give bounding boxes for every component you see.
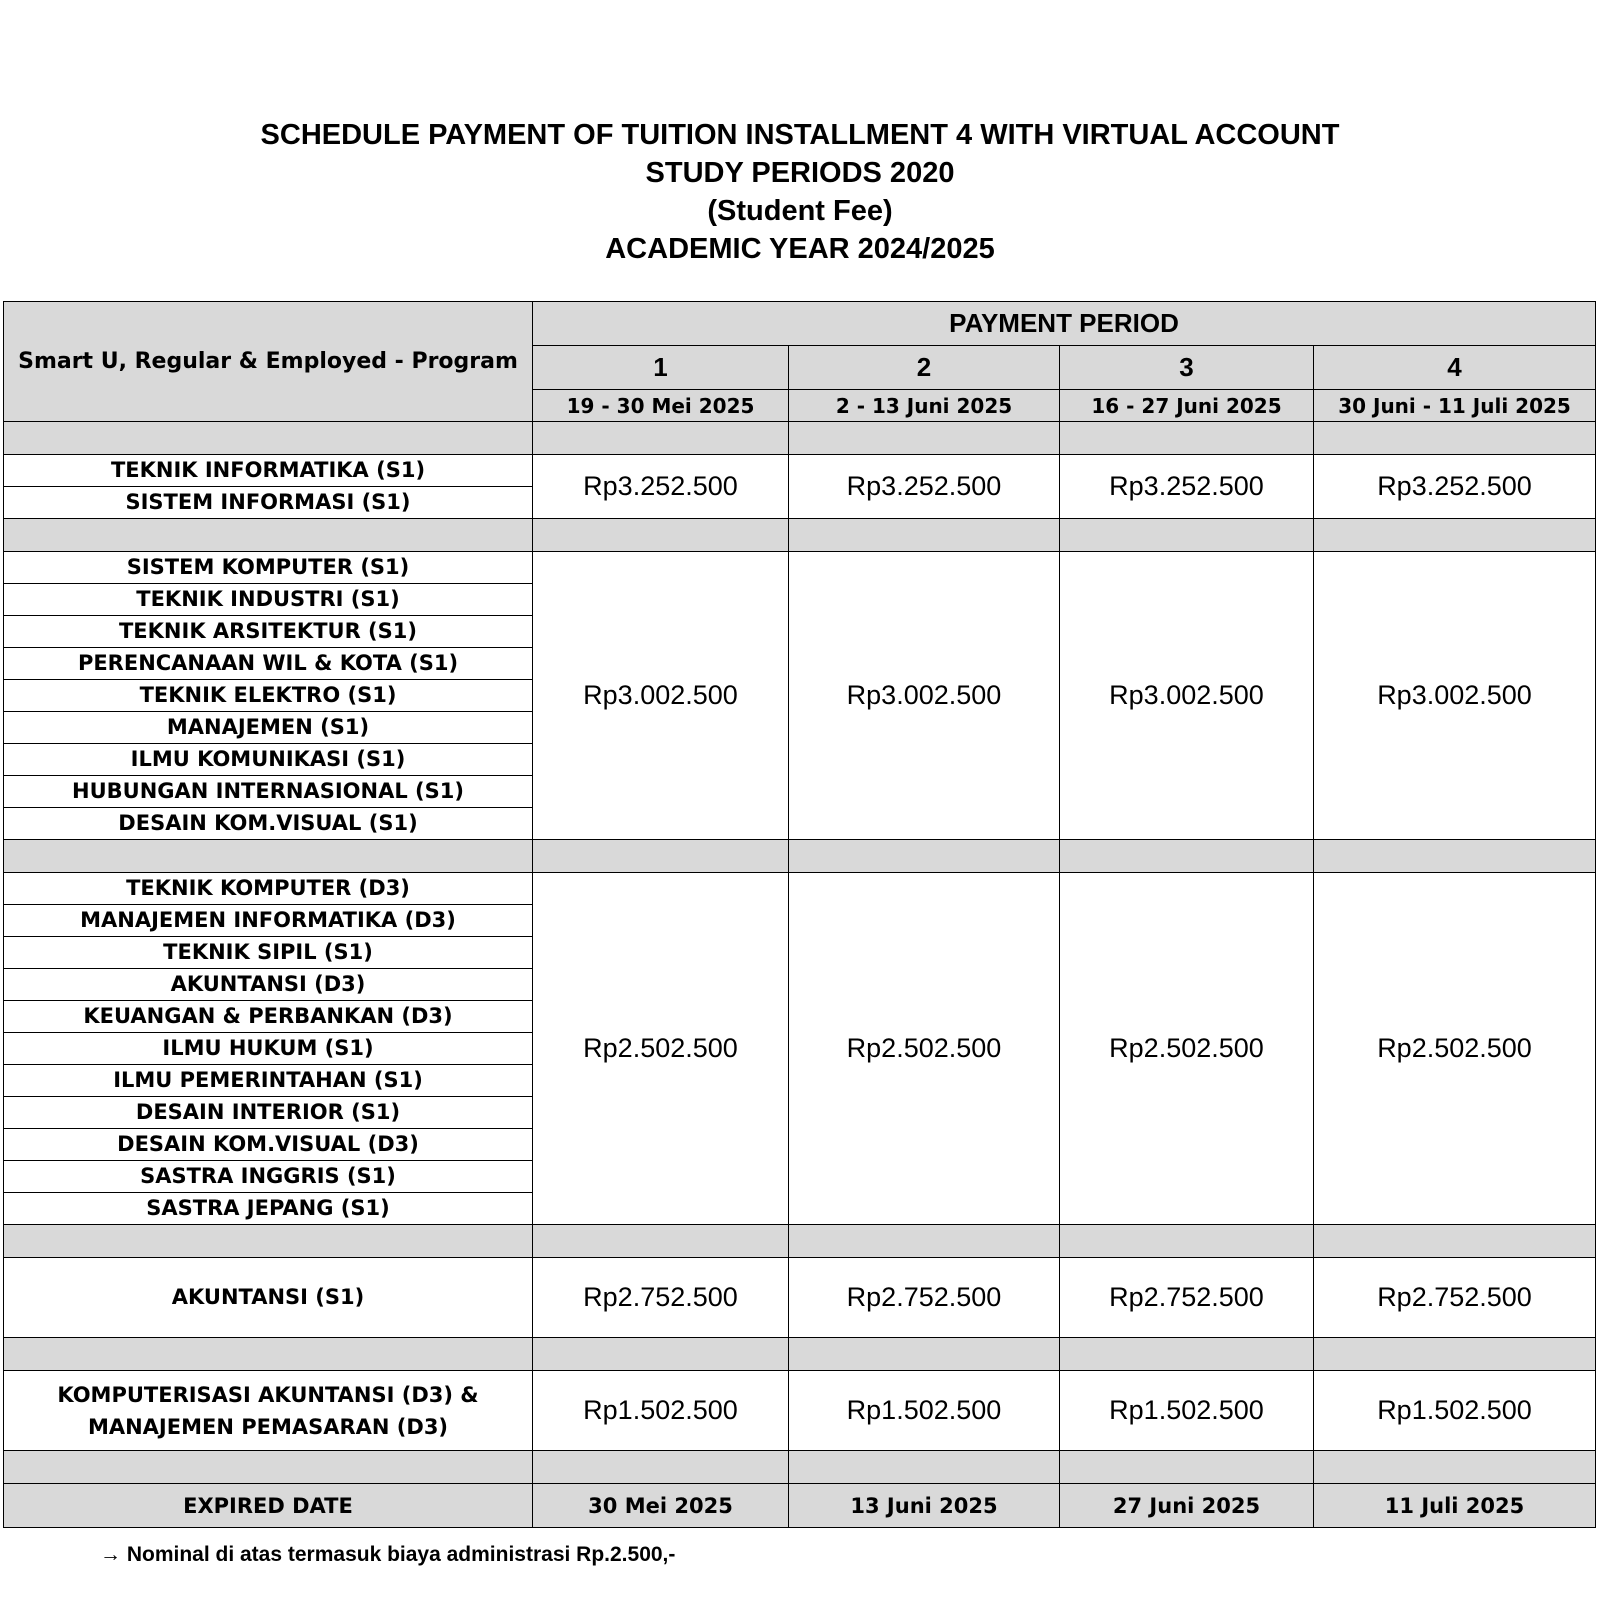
separator-row xyxy=(4,1451,1596,1484)
program-name: SISTEM KOMPUTER (S1) xyxy=(4,552,533,584)
separator-row xyxy=(4,840,1596,873)
program-name: ILMU KOMUNIKASI (S1) xyxy=(4,744,533,776)
program-name: DESAIN INTERIOR (S1) xyxy=(4,1097,533,1129)
expired-date: 13 Juni 2025 xyxy=(789,1484,1060,1528)
fee-amount: Rp3.252.500 xyxy=(533,455,789,519)
program-name: TEKNIK KOMPUTER (D3) xyxy=(4,873,533,905)
program-name-line: MANAJEMEN PEMASARAN (D3) xyxy=(87,1414,449,1439)
program-name: HUBUNGAN INTERNASIONAL (S1) xyxy=(4,776,533,808)
separator-row xyxy=(4,519,1596,552)
title-line-3: (Student Fee) xyxy=(707,195,893,227)
fee-amount: Rp3.002.500 xyxy=(1314,552,1596,840)
program-name: MANAJEMEN INFORMATIKA (D3) xyxy=(4,905,533,937)
table-row xyxy=(4,552,1596,584)
title-line-2: STUDY PERIODS 2020 xyxy=(645,157,955,189)
fee-amount: Rp3.002.500 xyxy=(533,552,789,840)
title-line-4: ACADEMIC YEAR 2024/2025 xyxy=(605,233,995,265)
program-name: ILMU PEMERINTAHAN (S1) xyxy=(4,1065,533,1097)
expired-date-row xyxy=(4,1484,1596,1528)
program-name: DESAIN KOM.VISUAL (S1) xyxy=(4,808,533,840)
fee-amount: Rp3.002.500 xyxy=(789,552,1060,840)
title-line-1: SCHEDULE PAYMENT OF TUITION INSTALLMENT 4 WITH VIRTUAL ACCOUNT xyxy=(260,119,1340,151)
program-name: KEUANGAN & PERBANKAN (D3) xyxy=(4,1001,533,1033)
fee-amount: Rp2.752.500 xyxy=(1314,1258,1596,1338)
fee-amount: Rp1.502.500 xyxy=(789,1371,1060,1451)
fee-amount: Rp2.502.500 xyxy=(1314,873,1596,1225)
fee-amount: Rp2.502.500 xyxy=(1060,873,1314,1225)
program-name: DESAIN KOM.VISUAL (D3) xyxy=(4,1129,533,1161)
fee-amount: Rp2.752.500 xyxy=(789,1258,1060,1338)
table-row xyxy=(4,873,1596,905)
program-name: TEKNIK SIPIL (S1) xyxy=(4,937,533,969)
separator-row xyxy=(4,422,1596,455)
fee-amount: Rp1.502.500 xyxy=(1314,1371,1596,1451)
fee-amount: Rp3.252.500 xyxy=(789,455,1060,519)
fee-amount: Rp2.502.500 xyxy=(789,873,1060,1225)
program-name: TEKNIK ELEKTRO (S1) xyxy=(4,680,533,712)
payment-period-header: PAYMENT PERIOD xyxy=(533,302,1596,346)
separator-row xyxy=(4,1225,1596,1258)
program-name: SASTRA JEPANG (S1) xyxy=(4,1193,533,1225)
expired-date: 11 Juli 2025 xyxy=(1314,1484,1596,1528)
program-name-line: KOMPUTERISASI AKUNTANSI (D3) & xyxy=(57,1382,479,1407)
program-name: SASTRA INGGRIS (S1) xyxy=(4,1161,533,1193)
expired-date-label: EXPIRED DATE xyxy=(4,1484,533,1528)
period-number: 1 xyxy=(533,346,789,390)
program-name: SISTEM INFORMASI (S1) xyxy=(4,487,533,519)
program-name: TEKNIK INFORMATIKA (S1) xyxy=(4,455,533,487)
admin-fee-note: → Nominal di atas termasuk biaya administrasi Rp.2.500,- xyxy=(100,1543,676,1566)
period-dates: 30 Juni - 11 Juli 2025 xyxy=(1314,390,1596,422)
period-number: 4 xyxy=(1314,346,1596,390)
fee-amount: Rp1.502.500 xyxy=(1060,1371,1314,1451)
fee-amount: Rp3.002.500 xyxy=(1060,552,1314,840)
fee-amount: Rp3.252.500 xyxy=(1314,455,1596,519)
table-row xyxy=(4,455,1596,487)
program-column-header: Smart U, Regular & Employed - Program xyxy=(4,302,533,422)
fee-amount: Rp2.502.500 xyxy=(533,873,789,1225)
program-name: ILMU HUKUM (S1) xyxy=(4,1033,533,1065)
program-name: AKUNTANSI (S1) xyxy=(4,1258,533,1338)
fee-amount: Rp1.502.500 xyxy=(533,1371,789,1451)
fee-amount: Rp2.752.500 xyxy=(1060,1258,1314,1338)
program-name: TEKNIK INDUSTRI (S1) xyxy=(4,584,533,616)
period-number: 3 xyxy=(1060,346,1314,390)
program-name xyxy=(4,1371,533,1451)
payment-schedule-table xyxy=(3,301,1596,1528)
fee-amount: Rp2.752.500 xyxy=(533,1258,789,1338)
fee-amount: Rp3.252.500 xyxy=(1060,455,1314,519)
program-name: MANAJEMEN (S1) xyxy=(4,712,533,744)
document-title xyxy=(0,116,1600,268)
period-dates: 16 - 27 Juni 2025 xyxy=(1060,390,1314,422)
program-name: TEKNIK ARSITEKTUR (S1) xyxy=(4,616,533,648)
expired-date: 27 Juni 2025 xyxy=(1060,1484,1314,1528)
separator-row xyxy=(4,1338,1596,1371)
table-row xyxy=(4,1258,1596,1338)
period-number: 2 xyxy=(789,346,1060,390)
table-row xyxy=(4,1371,1596,1451)
program-name: AKUNTANSI (D3) xyxy=(4,969,533,1001)
period-dates: 2 - 13 Juni 2025 xyxy=(789,390,1060,422)
expired-date: 30 Mei 2025 xyxy=(533,1484,789,1528)
program-name: PERENCANAAN WIL & KOTA (S1) xyxy=(4,648,533,680)
period-dates: 19 - 30 Mei 2025 xyxy=(533,390,789,422)
